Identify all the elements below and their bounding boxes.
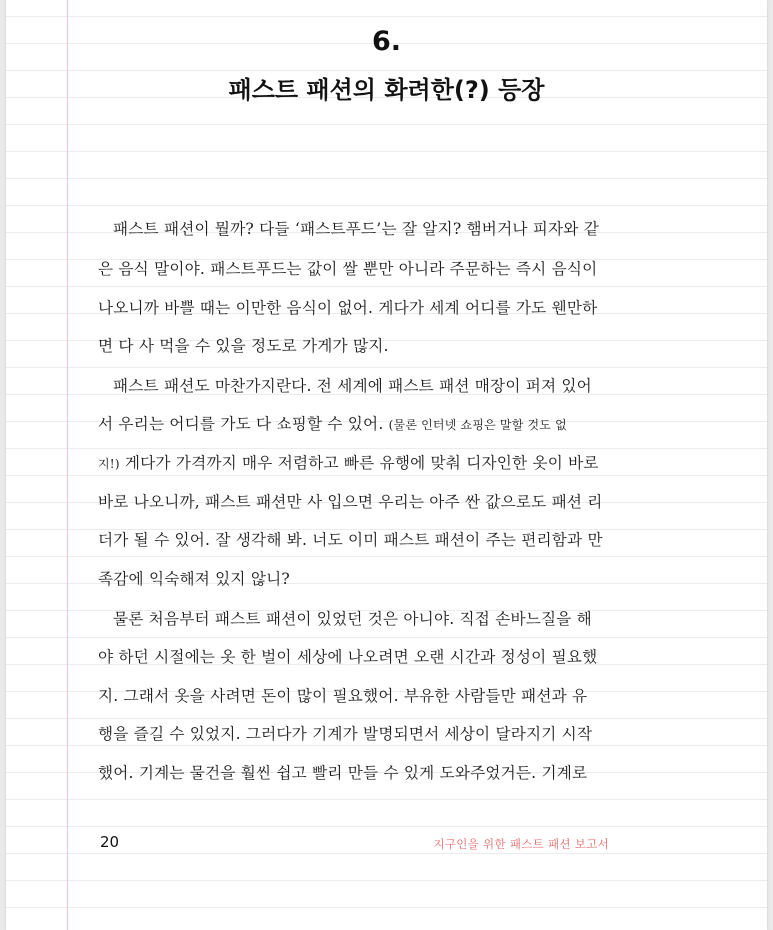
text-line — [98, 414, 567, 435]
text-line: 행을 즐길 수 있었지. 그러다가 기계가 발명되면서 세상이 달라지기 시작 — [98, 725, 593, 743]
text-line: 패스트 패션도 마찬가지란다. 전 세계에 패스트 패션 매장이 퍼져 있어 — [113, 377, 592, 395]
text-line: 바로 나오니까, 패스트 패션만 사 입으면 우리는 아주 싼 값으로도 패션 리 — [98, 493, 603, 511]
text-line: 나오니까 바쁠 때는 이만한 음식이 없어. 게다가 세계 어디를 가도 웬만하 — [98, 299, 598, 317]
page-number: 20 — [100, 833, 120, 851]
chapter-title: 패스트 패션의 화려한(?) 등장 — [228, 76, 545, 104]
text-span: 게다가 가격까지 매우 저렴하고 빠른 유행에 맞춰 디자인한 옷이 바로 — [119, 454, 599, 472]
text-line: 지. 그래서 옷을 사려면 돈이 많이 필요했어. 부유한 사람들만 패션과 유 — [98, 687, 588, 705]
book-title: 지구인을 위한 패스트 패션 보고서 — [433, 837, 609, 851]
text-span: 서 우리는 어디를 가도 다 쇼핑할 수 있어. — [98, 415, 384, 433]
chapter-number: 6. — [371, 26, 402, 57]
aside-text: (물론 인터넷 쇼핑은 말할 것도 없 — [388, 418, 567, 432]
text-line: 은 음식 말이야. 패스트푸드는 값이 쌀 뿐만 아니라 주문하는 즉시 음식이 — [98, 260, 598, 278]
text-line — [98, 453, 599, 474]
text-line: 야 하던 시절에는 옷 한 벌이 세상에 나오려면 오랜 시간과 정성이 필요했 — [98, 648, 598, 666]
text-line: 했어. 기계는 물건을 훨씬 쉽고 빨리 만들 수 있게 도와주었거든. 기계로 — [98, 764, 588, 782]
text-line: 물론 처음부터 패스트 패션이 있었던 것은 아니야. 직접 손바느질을 해 — [113, 610, 592, 628]
aside-text: 지!) — [98, 457, 120, 471]
margin-rule — [67, 0, 68, 930]
text-line: 족감에 익숙해져 있지 않니? — [98, 570, 290, 588]
text-line: 면 다 사 먹을 수 있을 정도로 가게가 많지. — [98, 337, 389, 355]
text-line: 더가 될 수 있어. 잘 생각해 봐. 너도 이미 패스트 패션이 주는 편리함과 만 — [98, 531, 603, 549]
text-line: 패스트 패션이 뭘까? 다들 ‘패스트푸드’는 잘 알지? 햄버거나 피자와 같 — [113, 220, 599, 238]
